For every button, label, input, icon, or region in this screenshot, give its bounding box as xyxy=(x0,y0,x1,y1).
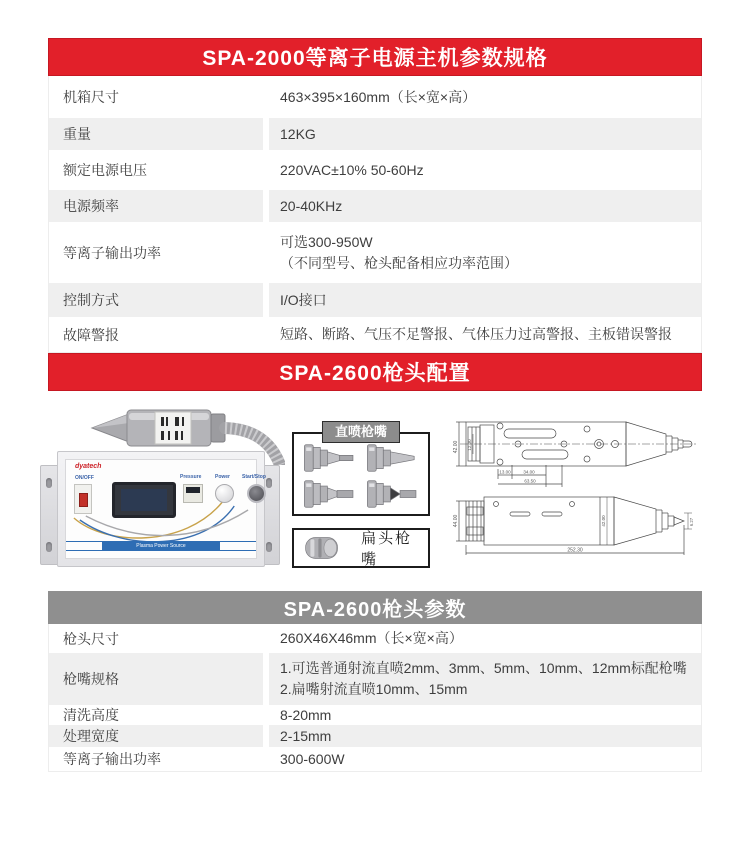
spec-value-line: 2-15mm xyxy=(280,727,332,744)
spec-label: 清洗高度 xyxy=(63,707,119,723)
spec-label: 故障警报 xyxy=(63,326,119,343)
spec-value xyxy=(269,190,701,222)
dim-label: 12.00 xyxy=(467,439,472,451)
banner-spa2600-params xyxy=(48,591,702,624)
device-chassis xyxy=(57,451,265,567)
table-row xyxy=(49,283,701,317)
spec-label: 机箱尺寸 xyxy=(63,89,119,105)
start-stop-button-icon xyxy=(247,484,266,503)
spec-label: 枪嘴规格 xyxy=(49,653,263,705)
banner-spa2000-text: SPA-2000等离子电源主机参数规格 xyxy=(202,47,548,70)
spec-label: 额定电源电压 xyxy=(63,162,147,178)
straight-nozzle-icon xyxy=(302,443,358,473)
gun-config-gallery xyxy=(48,391,702,586)
gun-technical-drawing xyxy=(452,409,720,561)
device-front-panel xyxy=(65,459,266,559)
spec-value-line: 短路、断路、气压不足警报、气体压力过高警报、主板错误警报 xyxy=(280,326,672,342)
spec-value-line: 220VAC±10% 50-60Hz xyxy=(280,161,424,178)
spec-label: 处理宽度 xyxy=(49,725,263,747)
spec-label: 重量 xyxy=(49,118,263,150)
spec-value-line: 12KG xyxy=(280,125,316,142)
table-row xyxy=(49,317,701,352)
table-row xyxy=(49,747,701,771)
spec-value xyxy=(269,653,701,705)
flat-nozzle-label: 扁头枪嘴 xyxy=(361,530,413,568)
banner-spa2600-params-text: SPA-2600枪头参数 xyxy=(283,599,467,621)
table-row xyxy=(49,190,701,222)
spa2600-spec-table xyxy=(48,624,702,772)
breaker-toggle-icon xyxy=(79,493,88,507)
pressure-gauge xyxy=(183,484,203,503)
straight-nozzle-tab: 直喷枪嘴 xyxy=(322,421,400,443)
spec-value-line: 1.可选普通射流直喷2mm、3mm、5mm、10mm、12mm标配枪嘴 xyxy=(280,660,687,676)
spec-label: 控制方式 xyxy=(49,283,263,317)
spec-label: 枪头尺寸 xyxy=(63,630,119,647)
nozzle-options xyxy=(292,419,430,568)
spec-value xyxy=(269,725,701,747)
device-display xyxy=(112,482,176,518)
flat-nozzle-box xyxy=(292,528,430,568)
spec-value xyxy=(269,150,701,190)
spec-value-line: 20-40KHz xyxy=(280,197,343,214)
pressure-label: Pressure xyxy=(180,474,202,480)
screw-slot-icon xyxy=(266,478,272,488)
banner-spa2600-config xyxy=(48,353,702,391)
spa2000-spec-table xyxy=(48,76,702,353)
plasma-power-unit-photo xyxy=(35,401,285,571)
spec-value-line: 260X46X46mm（长×宽×高） xyxy=(280,630,463,646)
display-screen xyxy=(121,489,167,511)
flat-nozzle-icon xyxy=(304,534,339,562)
table-row xyxy=(49,222,701,283)
table-row xyxy=(49,118,701,150)
device-brand-logo: dyatech xyxy=(75,463,102,470)
spec-value-line: I/O接口 xyxy=(280,291,327,308)
spec-value-line: 463×395×160mm（长×宽×高） xyxy=(280,88,477,105)
spec-value-line: 300-600W xyxy=(280,750,345,767)
table-row xyxy=(49,725,701,747)
table-row xyxy=(49,150,701,190)
table-row xyxy=(49,705,701,725)
banner-spa2600-config-text: SPA-2600枪头配置 xyxy=(279,362,471,385)
spec-value-line: 可选300-950W xyxy=(280,233,373,250)
panel-stripe xyxy=(66,541,256,551)
spec-value xyxy=(269,317,701,352)
onoff-label: ON/OFF xyxy=(75,475,94,481)
spec-value xyxy=(269,747,701,771)
spec-value xyxy=(269,222,701,283)
spec-sheet xyxy=(48,38,702,833)
straight-nozzle-icon xyxy=(302,479,358,509)
power-label: Power xyxy=(215,474,231,480)
spec-value xyxy=(269,283,701,317)
straight-nozzle-icon xyxy=(365,479,421,509)
dim-label: 42.00 xyxy=(601,515,606,527)
dim-label: 13.00 xyxy=(499,469,511,475)
straight-nozzle-icon xyxy=(365,443,421,473)
dim-label: 42.00 xyxy=(453,440,459,454)
table-row xyxy=(49,624,701,653)
screw-slot-icon xyxy=(46,478,52,488)
spec-value xyxy=(269,76,701,118)
spec-value-line: （不同型号、枪头配备相应功率范围） xyxy=(280,254,518,271)
spec-value xyxy=(269,118,701,150)
spec-value-line: 8-20mm xyxy=(280,706,332,723)
dim-label: 44.00 xyxy=(453,514,459,528)
spec-value-line: 2.扁嘴射流直喷10mm、15mm xyxy=(280,681,468,697)
spec-label: 等离子输出功率 xyxy=(63,244,161,261)
screw-slot-icon xyxy=(266,542,272,552)
table-row xyxy=(49,653,701,705)
power-knob xyxy=(215,484,234,503)
spec-label: 等离子输出功率 xyxy=(63,751,161,767)
startstop-label: Start/Stop xyxy=(242,474,266,480)
screw-slot-icon xyxy=(46,542,52,552)
panel-stripe-text: Plasma Power Source xyxy=(102,542,220,550)
dim-label: 252.30 xyxy=(567,547,583,554)
table-row xyxy=(49,76,701,118)
dim-label: 63.50 xyxy=(524,478,536,484)
dim-label: 34.00 xyxy=(523,469,535,475)
breaker-switch xyxy=(74,484,92,514)
dim-label: 6.27 xyxy=(689,517,694,527)
spec-value xyxy=(269,705,701,725)
gauge-screen xyxy=(186,487,200,493)
straight-nozzles-box xyxy=(292,424,430,516)
banner-spa2000-title xyxy=(48,38,702,76)
spec-label: 电源频率 xyxy=(49,190,263,222)
spec-value xyxy=(269,624,701,653)
